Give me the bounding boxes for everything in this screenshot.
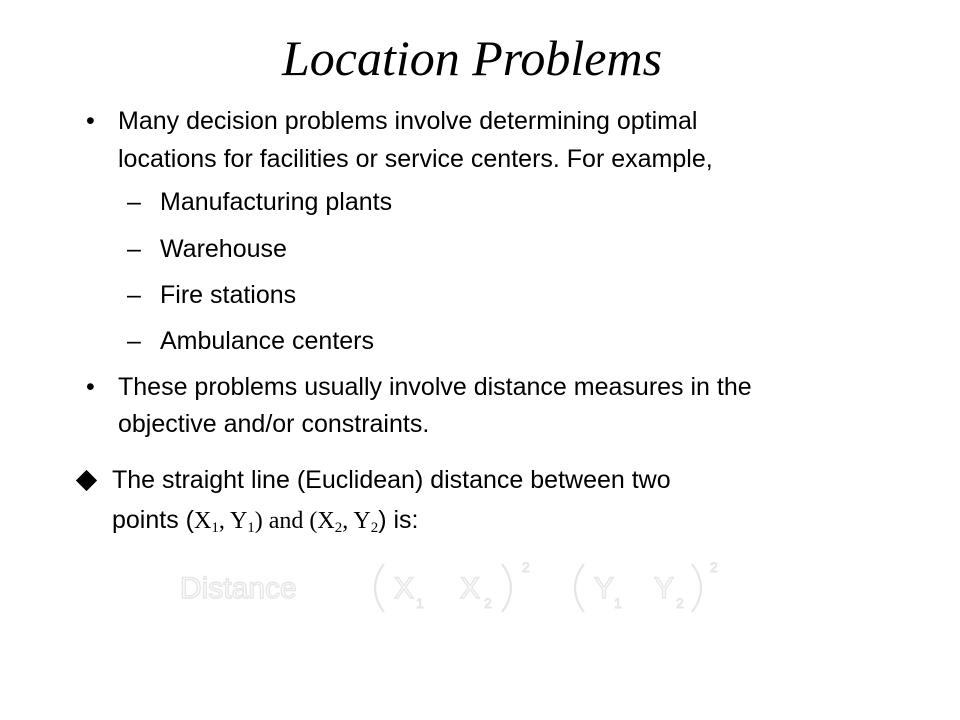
- left-paren-1: [375, 564, 384, 612]
- formula-y2: Y: [654, 572, 675, 605]
- bullet-3-line-2: [112, 501, 419, 540]
- points-suffix: ) is:: [378, 506, 419, 534]
- diamond-bullet-icon: [76, 470, 97, 491]
- points-prefix: points (: [112, 506, 194, 534]
- formula-y1: Y: [594, 572, 615, 605]
- right-paren-1: [502, 564, 511, 612]
- bullet-1-line-2: locations for facilities or service centers. For example,: [118, 145, 713, 173]
- list-item-label: Manufacturing plants: [160, 188, 393, 216]
- bullet-1-line-1: Many decision problems involve determining optimal: [118, 107, 698, 135]
- formula-x1: X: [394, 572, 415, 605]
- svg-text:1: 1: [416, 595, 424, 611]
- distance-formula: [170, 548, 730, 628]
- formula-label: Distance: [180, 572, 297, 605]
- bullet-3-line-1: The straight line (Euclidean) distance between two: [112, 466, 671, 494]
- slide-title: Location Problems: [281, 30, 663, 86]
- svg-text:2: 2: [710, 559, 718, 575]
- dash-marker: –: [127, 188, 141, 216]
- bullet-2-line-2: objective and/or constraints.: [118, 410, 430, 438]
- list-item-label: Ambulance centers: [160, 327, 375, 355]
- left-paren-2: [575, 564, 584, 612]
- svg-text:2: 2: [522, 559, 530, 575]
- formula-x2: X: [460, 572, 481, 605]
- list-item-label: Fire stations: [160, 281, 297, 309]
- dash-marker: –: [127, 235, 141, 263]
- dash-marker: –: [127, 281, 141, 309]
- dash-marker: –: [127, 327, 141, 355]
- bullet-2-line-1: These problems usually involve distance measures in the: [118, 373, 752, 401]
- svg-text:2: 2: [676, 595, 684, 611]
- bullet-dot: •: [86, 373, 95, 401]
- list-item-label: Warehouse: [160, 235, 287, 263]
- svg-text:1: 1: [614, 595, 622, 611]
- svg-text:2: 2: [484, 595, 492, 611]
- bullet-dot: •: [86, 107, 95, 135]
- right-paren-2: [692, 564, 701, 612]
- point-1-math: $X_1$, $Y_1$) and ($X_2$, $Y_2$: [193, 508, 379, 536]
